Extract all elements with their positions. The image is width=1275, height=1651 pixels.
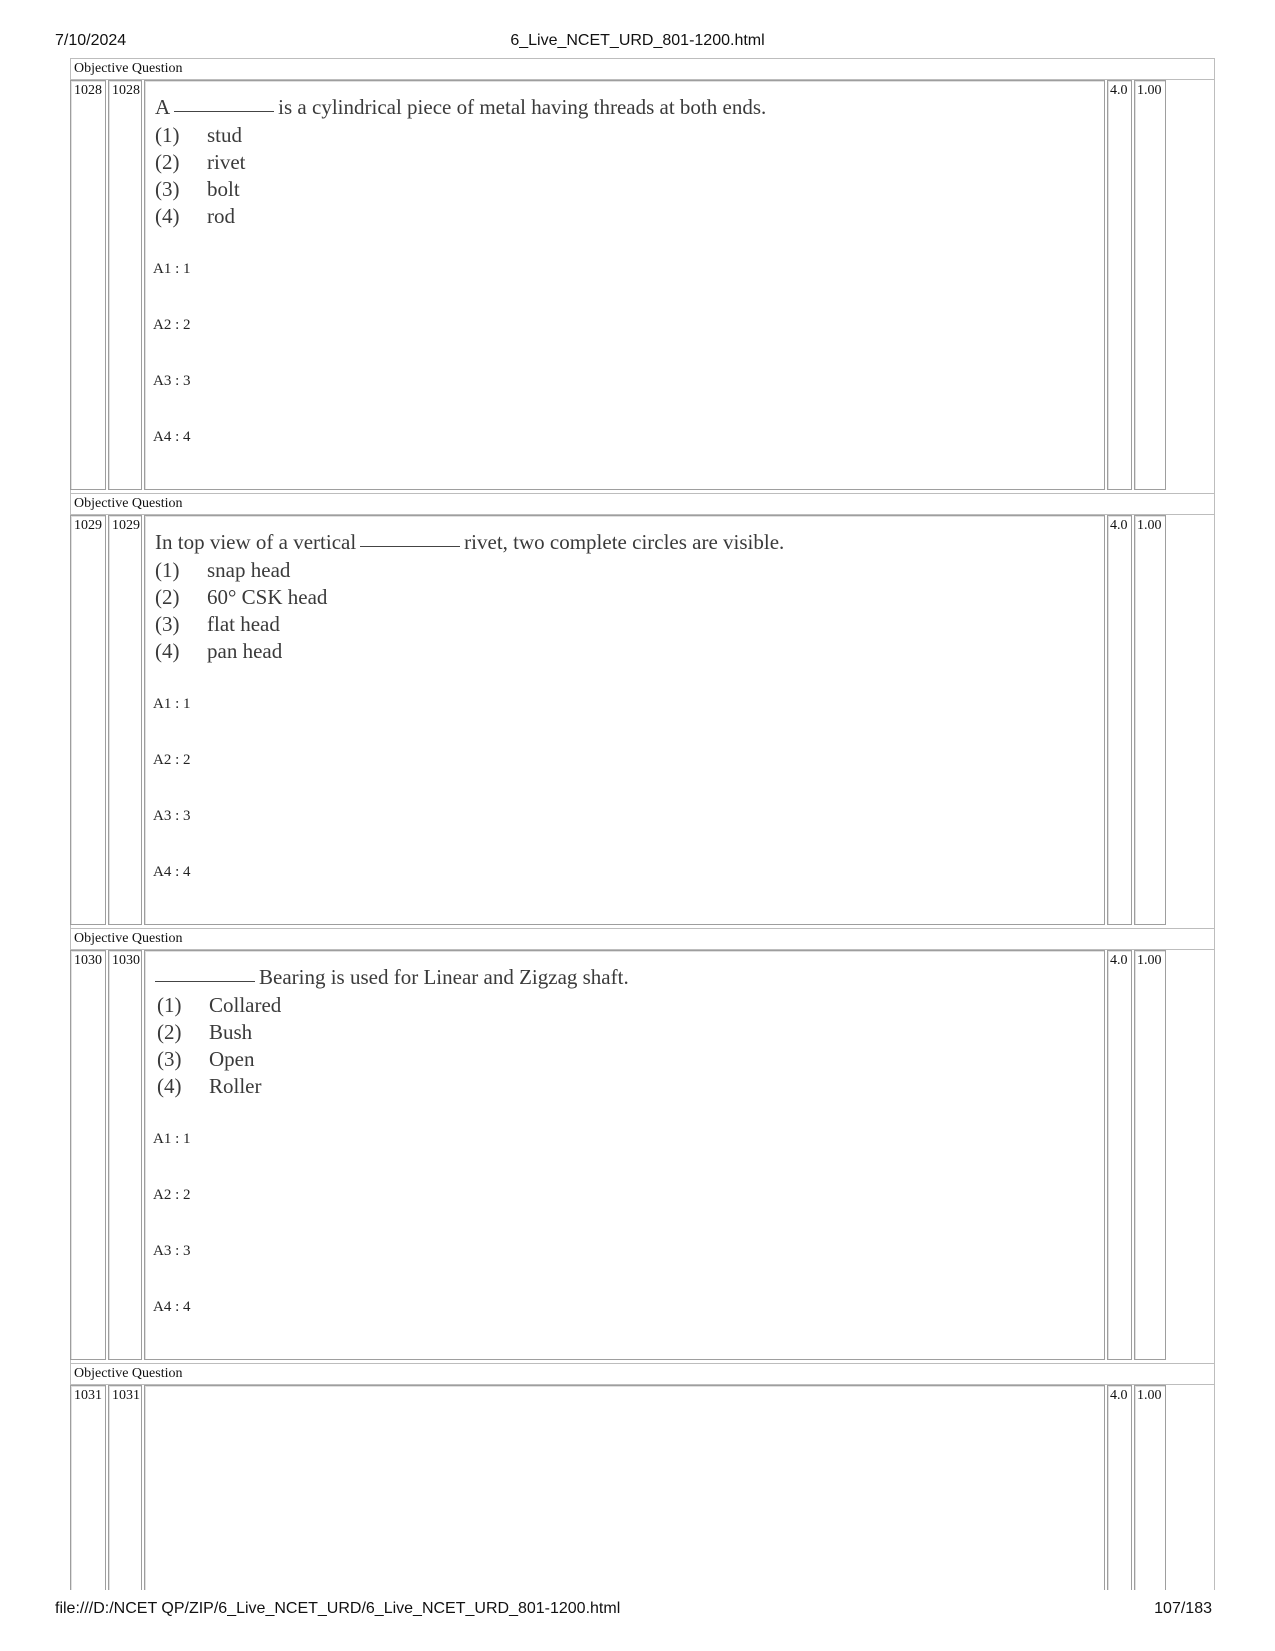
negative-marks: 1.00 xyxy=(1134,515,1166,925)
question-id: 1029 xyxy=(70,515,106,925)
question-body xyxy=(144,1385,1105,1590)
answer-key-item: A1 : 1 xyxy=(153,261,191,277)
marks: 4.0 xyxy=(1107,1385,1132,1590)
question-stem xyxy=(155,95,766,120)
question-id: 1031 xyxy=(70,1385,106,1590)
page-number: 107/183 xyxy=(1154,1600,1212,1617)
option-text: rivet xyxy=(207,150,246,174)
marks: 4.0 xyxy=(1107,515,1132,925)
negative-marks: 1.00 xyxy=(1134,1385,1166,1590)
option-number: (1) xyxy=(155,558,180,582)
option-text: pan head xyxy=(207,639,283,663)
option-number: (3) xyxy=(157,1047,182,1071)
answer-key-list xyxy=(153,261,191,485)
question-serial: 1031 xyxy=(108,1385,142,1590)
question-type-label: Objective Question xyxy=(70,1363,1215,1385)
answer-key-item: A2 : 2 xyxy=(153,1187,191,1203)
question-type-label: Objective Question xyxy=(70,493,1215,515)
stem-text-after: rivet, two complete circles are visible. xyxy=(464,530,785,554)
option-text: bolt xyxy=(207,177,240,201)
print-header xyxy=(55,32,1220,52)
option-text: stud xyxy=(207,123,243,147)
stem-text-before: In top view of a vertical xyxy=(155,530,357,554)
option-number: (2) xyxy=(157,1020,182,1044)
answer-key-list xyxy=(153,696,191,920)
question-row xyxy=(70,1385,1215,1590)
option-number: (2) xyxy=(155,150,180,174)
option-text: flat head xyxy=(207,612,280,636)
answer-key-item: A1 : 1 xyxy=(153,696,191,712)
question-serial: 1028 xyxy=(108,80,142,490)
answer-key-item: A4 : 4 xyxy=(153,864,191,880)
question-type-label: Objective Question xyxy=(70,58,1215,80)
print-footer xyxy=(55,1600,1220,1620)
question-body xyxy=(144,950,1105,1360)
negative-marks: 1.00 xyxy=(1134,950,1166,1360)
option-number: (1) xyxy=(155,123,180,147)
option-text: Collared xyxy=(209,993,282,1017)
answer-key-item: A2 : 2 xyxy=(153,752,191,768)
answer-key-list xyxy=(153,1131,191,1355)
question-id: 1030 xyxy=(70,950,106,1360)
option-number: (3) xyxy=(155,177,180,201)
question-body xyxy=(144,80,1105,490)
option-text: rod xyxy=(207,204,235,228)
question-row xyxy=(70,950,1215,1360)
question-type-label: Objective Question xyxy=(70,928,1215,950)
answer-key-item: A3 : 3 xyxy=(153,808,191,824)
option-number: (3) xyxy=(155,612,180,636)
question-stem xyxy=(155,965,629,990)
file-url: file:///D:/NCET QP/ZIP/6_Live_NCET_URD/6_Live_NCET_URD_801-1200.html xyxy=(55,1600,621,1617)
marks: 4.0 xyxy=(1107,950,1132,1360)
negative-marks: 1.00 xyxy=(1134,80,1166,490)
question-block-1031 xyxy=(70,1363,1215,1590)
option-number: (4) xyxy=(157,1074,182,1098)
option-text: Bush xyxy=(209,1020,253,1044)
question-block-1030 xyxy=(70,928,1215,1363)
option-number: (1) xyxy=(157,993,182,1017)
stem-text-before: A xyxy=(155,95,171,119)
answer-key-item: A2 : 2 xyxy=(153,317,191,333)
answer-key-item: A4 : 4 xyxy=(153,429,191,445)
stem-text-after: Bearing is used for Linear and Zigzag shaft. xyxy=(259,965,629,989)
print-document-title: 6_Live_NCET_URD_801-1200.html xyxy=(510,32,765,49)
question-serial: 1030 xyxy=(108,950,142,1360)
option-text: Open xyxy=(209,1047,255,1071)
print-date: 7/10/2024 xyxy=(55,32,127,49)
question-row xyxy=(70,515,1215,925)
option-number: (2) xyxy=(155,585,180,609)
question-serial: 1029 xyxy=(108,515,142,925)
marks: 4.0 xyxy=(1107,80,1132,490)
option-number: (4) xyxy=(155,639,180,663)
question-stem xyxy=(155,530,784,555)
question-table xyxy=(70,58,1215,1590)
question-block-1028 xyxy=(70,58,1215,493)
fill-in-blank xyxy=(155,981,255,982)
fill-in-blank xyxy=(174,111,274,112)
stem-text-after: is a cylindrical piece of metal having threads at both ends. xyxy=(278,95,767,119)
answer-key-item: A1 : 1 xyxy=(153,1131,191,1147)
option-number: (4) xyxy=(155,204,180,228)
answer-key-item: A3 : 3 xyxy=(153,373,191,389)
fill-in-blank xyxy=(360,546,460,547)
answer-key-item: A4 : 4 xyxy=(153,1299,191,1315)
answer-key-item: A3 : 3 xyxy=(153,1243,191,1259)
question-block-1029 xyxy=(70,493,1215,928)
question-body xyxy=(144,515,1105,925)
option-text: snap head xyxy=(207,558,291,582)
option-text: 60° CSK head xyxy=(207,585,328,609)
question-row xyxy=(70,80,1215,490)
option-text: Roller xyxy=(209,1074,262,1098)
question-id: 1028 xyxy=(70,80,106,490)
